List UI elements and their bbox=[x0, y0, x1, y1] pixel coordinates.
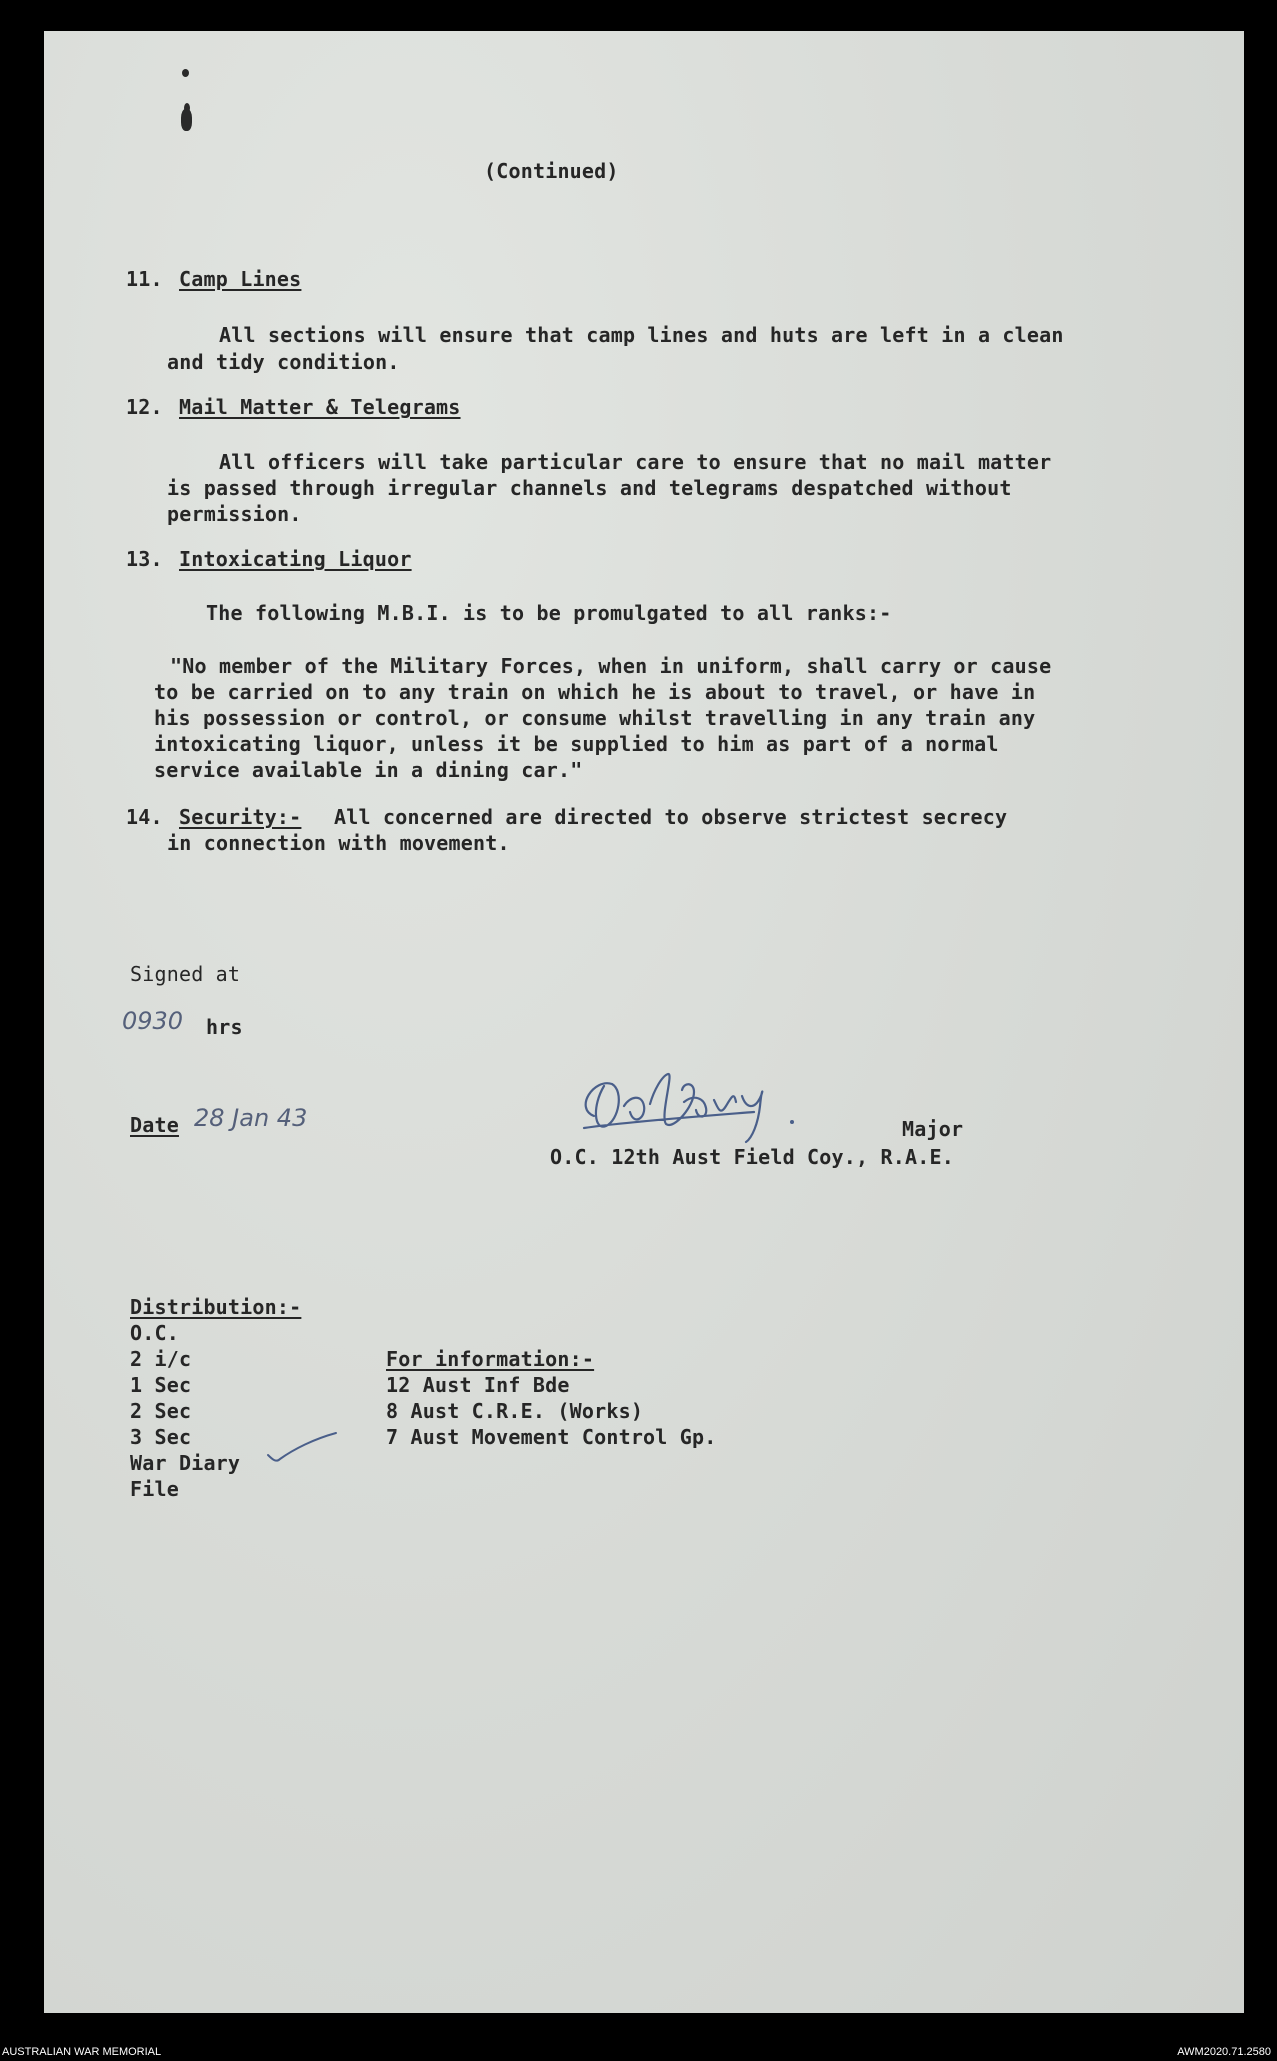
section-13-number: 13. bbox=[126, 547, 163, 571]
section-13-heading: Intoxicating Liquor bbox=[179, 547, 412, 571]
section-14-line: All concerned are directed to observe strictest secrecy bbox=[334, 805, 1008, 829]
distribution-item: 2 i/c bbox=[130, 1347, 192, 1371]
section-14-heading: Security:- bbox=[179, 805, 302, 829]
section-13-quote-line: "No member of the Military Forces, when in uniform, shall carry or cause bbox=[170, 654, 1052, 678]
section-14-line: in connection with movement. bbox=[167, 831, 510, 855]
page-header: (Continued) bbox=[484, 159, 619, 183]
section-13-quote-line: to be carried on to any train on which he is about to travel, or have in bbox=[154, 680, 1036, 704]
section-11-number: 11. bbox=[126, 267, 163, 291]
for-information-item: 8 Aust C.R.E. (Works) bbox=[386, 1399, 644, 1423]
rank-label: Major bbox=[902, 1117, 964, 1141]
section-13-quote-line: his possession or control, or consume whilst travelling in any train any bbox=[154, 706, 1036, 730]
punch-mark bbox=[182, 69, 189, 77]
for-information-item: 7 Aust Movement Control Gp. bbox=[386, 1425, 717, 1449]
distribution-item: 1 Sec bbox=[130, 1373, 192, 1397]
unit-designation: O.C. 12th Aust Field Coy., R.A.E. bbox=[550, 1145, 954, 1169]
for-information-heading: For information:- bbox=[386, 1347, 595, 1371]
section-13-quote-line: intoxicating liquor, unless it be supplied to him as part of a normal bbox=[154, 732, 999, 756]
distribution-heading: Distribution:- bbox=[130, 1295, 302, 1319]
section-13-quote-line: service available in a dining car." bbox=[154, 758, 583, 782]
section-12-line: is passed through irregular channels and telegrams despatched without bbox=[167, 476, 1012, 500]
check-mark bbox=[264, 1429, 344, 1469]
handwritten-signature bbox=[564, 1046, 884, 1156]
document-page bbox=[44, 31, 1244, 2013]
distribution-item: 3 Sec bbox=[130, 1425, 192, 1449]
section-11-heading: Camp Lines bbox=[179, 267, 302, 291]
date-label: Date bbox=[130, 1113, 179, 1137]
section-11-line: and tidy condition. bbox=[167, 350, 400, 374]
hrs-label: hrs bbox=[206, 1015, 243, 1039]
distribution-item: O.C. bbox=[130, 1321, 179, 1345]
date-handwritten: 28 Jan 43 bbox=[194, 1104, 308, 1132]
archive-reference: AWM2020.71.2580 bbox=[1177, 2046, 1271, 2058]
section-14-number: 14. bbox=[126, 805, 163, 829]
section-12-line: permission. bbox=[167, 502, 302, 526]
archive-credit: AUSTRALIAN WAR MEMORIAL bbox=[2, 2046, 162, 2058]
distribution-item: File bbox=[130, 1477, 179, 1501]
signed-time-handwritten: 0930 bbox=[122, 1007, 184, 1035]
distribution-item: War Diary bbox=[130, 1451, 241, 1475]
signed-at-label: Signed at bbox=[130, 962, 241, 986]
section-12-number: 12. bbox=[126, 395, 163, 419]
section-13-intro: The following M.B.I. is to be promulgated to all ranks:- bbox=[206, 601, 892, 625]
section-12-heading: Mail Matter & Telegrams bbox=[179, 395, 461, 419]
section-11-line: All sections will ensure that camp lines and huts are left in a clean bbox=[219, 323, 1064, 347]
distribution-item: 2 Sec bbox=[130, 1399, 192, 1423]
punch-mark bbox=[181, 109, 192, 131]
for-information-item: 12 Aust Inf Bde bbox=[386, 1373, 570, 1397]
section-12-line: All officers will take particular care to ensure that no mail matter bbox=[219, 450, 1052, 474]
